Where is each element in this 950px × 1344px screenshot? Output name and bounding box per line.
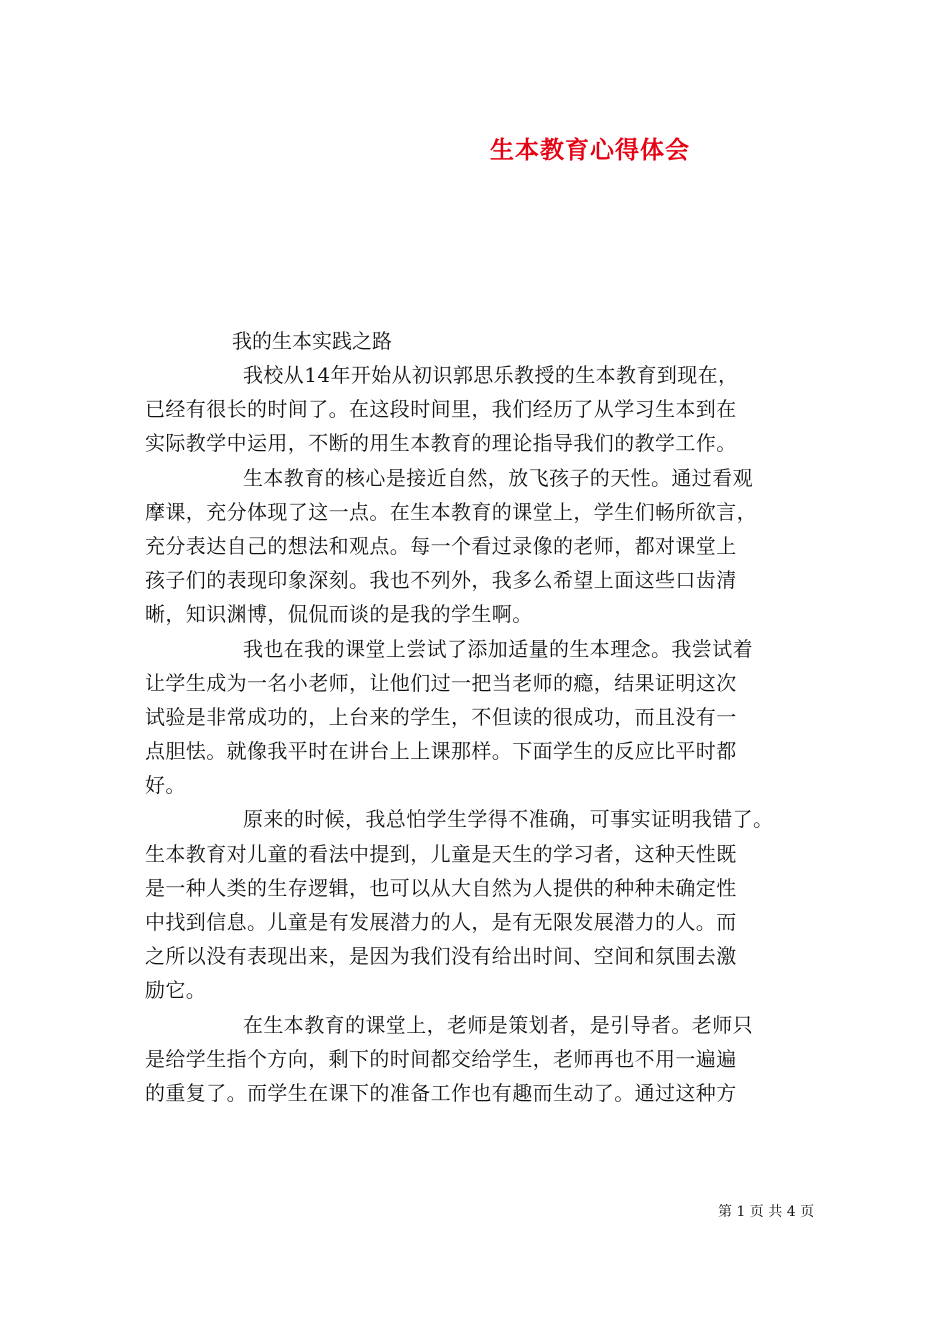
text-line: 生本教育的核心是接近自然，放飞孩子的天性。通过看观 <box>243 465 753 490</box>
text-line: 晰，知识渊博，侃侃而谈的是我的学生啊。 <box>145 602 533 627</box>
text-line: 充分表达自己的想法和观点。每一个看过录像的老师，都对课堂上 <box>145 533 737 558</box>
section-subtitle: 我的生本实践之路 <box>232 329 392 353</box>
text-line: 我校从14年开始从初识郭思乐教授的生本教育到现在， <box>243 363 739 387</box>
text-line: 原来的时候，我总怕学生学得不准确，可事实证明我错了。 <box>243 807 774 832</box>
text-line: 已经有很长的时间了。在这段时间里，我们经历了从学习生本到在 <box>145 397 737 422</box>
text-line: 在生本教育的课堂上，老师是策划者，是引导者。老师只 <box>243 1012 753 1037</box>
text-line: 我也在我的课堂上尝试了添加适量的生本理念。我尝试着 <box>243 636 753 661</box>
text-line: 孩子们的表现印象深刻。我也不列外，我多么希望上面这些口齿清 <box>145 568 737 593</box>
text-line: 实际教学中运用，不断的用生本教育的理论指导我们的教学工作。 <box>145 431 737 456</box>
text-line: 摩课，充分体现了这一点。在生本教育的课堂上，学生们畅所欲言， <box>145 499 757 524</box>
text-line: 励它。 <box>145 978 207 1003</box>
text-line: 是一种人类的生存逻辑，也可以从大自然为人提供的种种未确定性 <box>145 875 737 900</box>
body-text <box>145 358 815 1110</box>
text-line: 之所以没有表现出来，是因为我们没有给出时间、空间和氛围去激 <box>145 944 737 969</box>
text-line: 试验是非常成功的，上台来的学生，不但读的很成功，而且没有一 <box>145 704 737 729</box>
text-line: 点胆怯。就像我平时在讲台上上课那样。下面学生的反应比平时都 <box>145 739 737 764</box>
page-number-footer: 第 1 页 共 4 页 <box>718 1204 815 1220</box>
document-title: 生本教育心得体会 <box>490 135 690 164</box>
text-line: 让学生成为一名小老师，让他们过一把当老师的瘾，结果证明这次 <box>145 670 737 695</box>
text-line: 好。 <box>145 773 186 798</box>
text-line: 中找到信息。儿童是有发展潜力的人，是有无限发展潜力的人。而 <box>145 910 737 934</box>
text-line: 是给学生指个方向，剩下的时间都交给学生，老师再也不用一遍遍 <box>145 1046 737 1071</box>
text-line: 的重复了。而学生在课下的准备工作也有趣而生动了。通过这种方 <box>145 1080 737 1105</box>
text-line: 生本教育对儿童的看法中提到，儿童是天生的学习者，这种天性既 <box>145 841 737 866</box>
